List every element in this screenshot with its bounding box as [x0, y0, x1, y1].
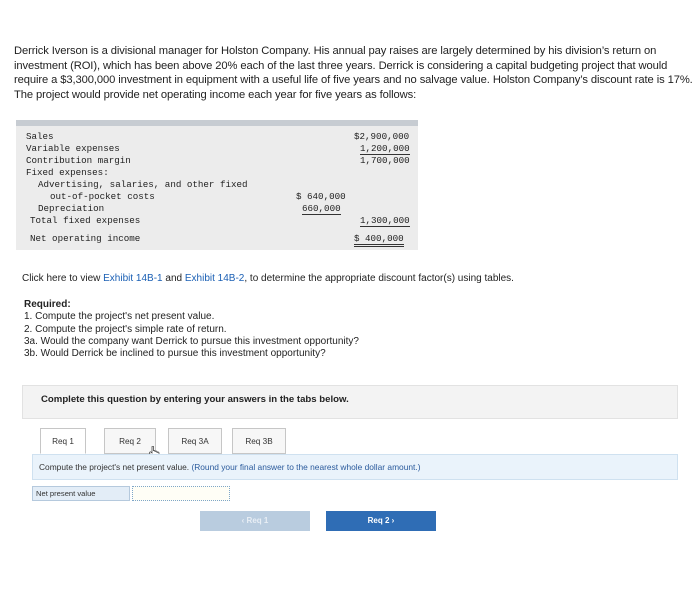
chevron-right-icon: › — [389, 516, 395, 525]
next-req-button[interactable] — [326, 511, 436, 531]
sales-value: $2,900,000 — [354, 131, 410, 142]
tab-req-1[interactable]: Req 1 — [40, 428, 86, 454]
required-heading: Required: — [24, 299, 71, 310]
advertising-value: $ 640,000 — [296, 191, 346, 202]
depreciation-value: 660,000 — [302, 203, 341, 214]
contribution-margin-value: 1,700,000 — [360, 155, 410, 166]
tabs-instruction: Complete this question by entering your answers in the tabs below. — [22, 385, 678, 419]
tab-prompt-rounding-note: (Round your final answer to the nearest whole dollar amount.) — [191, 462, 421, 472]
tab-prompt — [32, 454, 678, 480]
exhibit-and: and — [162, 273, 185, 284]
net-present-value-label: Net present value — [32, 486, 130, 501]
prev-req-button[interactable] — [200, 511, 310, 531]
net-present-value-input[interactable] — [132, 486, 230, 501]
net-operating-income-label: Net operating income — [30, 233, 141, 244]
contribution-margin-label: Contribution margin — [26, 155, 131, 166]
net-operating-income-value: $ 400,000 — [354, 233, 404, 247]
total-fixed-value: 1,300,000 — [360, 215, 410, 226]
tab-req-3b[interactable]: Req 3B — [232, 428, 286, 454]
variable-expenses-label: Variable expenses — [26, 143, 120, 154]
depreciation-label: Depreciation — [38, 203, 105, 214]
exhibit-14b2-link[interactable]: Exhibit 14B-2 — [184, 273, 245, 284]
variable-expenses-value: 1,200,000 — [360, 143, 410, 154]
chevron-left-icon: ‹ — [241, 516, 247, 525]
fixed-expenses-label: Fixed expenses: — [26, 167, 109, 178]
required-item-2: 2. Compute the project's simple rate of return. — [24, 323, 227, 335]
exhibit-instructions — [22, 273, 514, 284]
required-item-3b: 3b. Would Derrick be inclined to pursue this investment opportunity? — [24, 348, 326, 360]
income-statement — [16, 120, 418, 250]
advertising-label-line2: out-of-pocket costs — [50, 191, 155, 202]
tab-req-3a[interactable]: Req 3A — [168, 428, 222, 454]
exhibit-prefix: Click here to view — [22, 273, 104, 284]
tab-req-2[interactable]: Req 2 — [104, 428, 156, 454]
required-item-3a: 3a. Would the company want Derrick to pursue this investment opportunity? — [24, 335, 359, 347]
sales-label: Sales — [26, 131, 54, 142]
tab-prompt-text: Compute the project's net present value. — [39, 462, 190, 472]
problem-intro: Derrick Iverson is a divisional manager for Holston Company. His annual pay raises are largely determined by his division’s return on investment (ROI), which has been above 20% each of the last three years. Derrick is considering a capital budgeting project that would require a $3,300,000 investment in equipment with a useful life of five years and no salvage value. Holston Company’s discount rate is 17%. The project would provide net operating income each year for five years as follows: — [14, 45, 693, 101]
next-req-label: Req 2 — [367, 516, 390, 525]
exhibit-14b1-link[interactable]: Exhibit 14B-1 — [103, 273, 163, 284]
required-item-1: 1. Compute the project's net present value. — [24, 311, 215, 323]
prev-req-label: Req 1 — [246, 516, 269, 525]
advertising-label-line1: Advertising, salaries, and other fixed — [38, 179, 248, 190]
required-section — [24, 299, 359, 360]
exhibit-suffix: , to determine the appropriate discount factor(s) using tables. — [244, 273, 514, 284]
total-fixed-label: Total fixed expenses — [30, 215, 141, 226]
